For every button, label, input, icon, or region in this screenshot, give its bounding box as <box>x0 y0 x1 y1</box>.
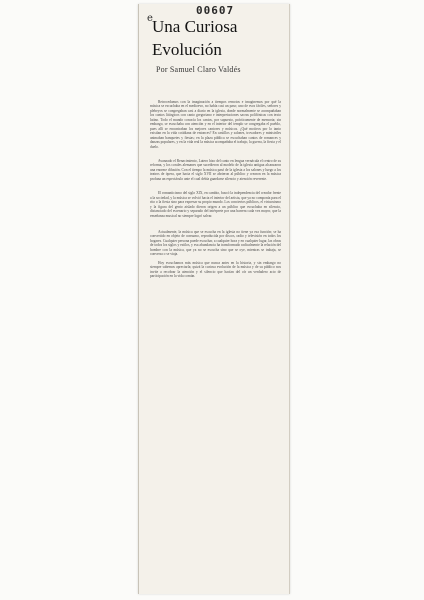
handwritten-mark: e <box>147 13 153 24</box>
archive-stamp-number: 00607 <box>196 4 235 17</box>
article-title-line-2: Evolución <box>152 40 222 59</box>
article-title <box>152 15 282 61</box>
body-paragraph-5: Hoy escuchamos más música que nunca antes en la historia, y sin embargo no siempre sabemos apreciarla; quizá la curiosa evolución de la música y de su público nos invite a recobrar la atención y el silencio que hacían del oír un verdadero acto de participación en la vida común. <box>150 260 281 279</box>
body-paragraph-1: Retrocedamos con la imaginación a tiempos remotos e imaginemos por qué la música se escuchaba en el medioevo, no había casi un paso; uno de esos fáciles, señores y plebeyos se congregaban casi a diario en la iglesia, donde normalmente se acompañaban los cantos litúrgicos con canto gregoriano e interpretaciones sacras polifónicas con texto latino. Todo el mundo conocía los cantos, por supuesto, prácticamente de memoria; sin embargo, se escuchaba con atención y en el interior del templo se congregaba el pueblo, pues allí se encontraban los mejores cantores y músicos. ¿Qué motivos por lo tanto existían en la vida cotidiana de entonces? En castillos y salones, trovadores y ministriles animaban banquetes y fiestas; en la plaza pública se escuchaban cantos de romances y danzas populares, y en la vida real la música acompañaba el trabajo, la guerra, la fiesta y el duelo. <box>150 100 281 149</box>
body-paragraph-4: Actualmente, la música que se escucha en la iglesia no tiene ya esa función; se ha convertido en objeto de consumo, reproducida por discos, radio y televisión en todos los hogares. Cualquier persona puede escuchar, a cualquier hora y en cualquier lugar, las obras de todos los siglos y estilos, y esa abundancia ha transformado radicalmente la relación del hombre con la música, que ya no se escucha sino que se oye, mientras se trabaja, se conversa o se viaja. <box>150 229 281 257</box>
article-body-column <box>150 100 281 590</box>
article-byline: Por Samuel Claro Valdés <box>156 65 241 74</box>
article-title-line-1: Una Curiosa <box>152 17 238 36</box>
body-paragraph-3: El romanticismo del siglo XIX, en cambio, buscó la independencia del creador frente a la sociedad, y la música se volvió hacia el interior del artista, que ya no componía para el rito o la fiesta sino para expresar su propio mundo. Los conciertos públicos, el virtuosismo y la figura del genio aislado dieron origen a un público que escuchaba en silencio, distanciado del escenario y separado del intérprete por una barrera cada vez mayor, que la enseñanza musical no siempre logró salvar. <box>150 191 281 218</box>
body-paragraph-2: Avanzado el Renacimiento, Lutero hizo del canto en lengua vernácula el centro de su reforma, y los corales alemanes que sucedieron al modelo de la iglesia antigua alcanzaron una enorme difusión. Con el tiempo la música pasó de la iglesia a los salones y luego a los teatros de ópera, que hacia el siglo XVII se abrieron al público y crearon en la música profana un espectáculo ante el cual debía guardarse silencio y atención reverente. <box>150 158 281 181</box>
